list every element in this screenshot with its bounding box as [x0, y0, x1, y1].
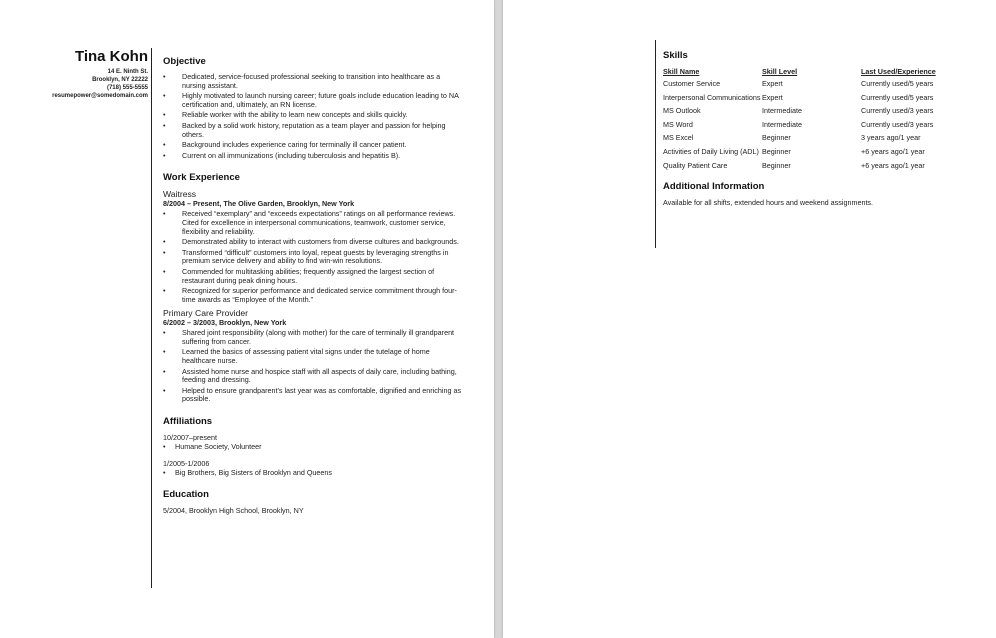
- skills-table: [663, 67, 953, 175]
- list-item: • Background includes experience caring for terminally ill cancer patient.: [163, 141, 463, 150]
- additional-info-text: Available for all shifts, extended hours and weekend assignments.: [663, 198, 874, 208]
- table-cell: Customer Service: [663, 79, 721, 88]
- affiliation-list: [163, 468, 463, 477]
- table-cell: Beginner: [762, 133, 791, 143]
- affiliation-date: 1/2005-1/2006: [163, 459, 210, 469]
- list-item: • Dedicated, service-focused professional seeking to transition into healthcare as a nursing assistant.: [163, 73, 463, 90]
- table-row: [663, 80, 953, 94]
- column-header: Skill Level: [762, 67, 798, 76]
- table-row: [663, 134, 953, 148]
- objective-list: [163, 73, 463, 160]
- table-cell: +6 years ago/1 year: [861, 160, 925, 170]
- job-title: Waitress: [163, 189, 197, 200]
- list-item: • Demonstrated ability to interact with customers from diverse cultures and backgrounds.: [163, 238, 463, 247]
- list-item: • Recognized for superior performance and dedicated service commitment through four-time awards as “Employee of the Month.”: [163, 287, 463, 304]
- table-cell: Currently used/3 years: [861, 106, 934, 116]
- table-cell: Intermediate: [762, 119, 802, 129]
- table-cell: Quality Patient Care: [663, 160, 728, 170]
- email-address: resumepower@somedomain.com: [52, 93, 148, 99]
- work-experience-heading: Work Experience: [163, 172, 240, 184]
- affiliation-list: [163, 442, 463, 451]
- education-entry: 5/2004, Brooklyn High School, Brooklyn, NY: [163, 506, 304, 516]
- list-item: • Helped to ensure grandparent's last year was as comfortable, dignified and enriching as possible.: [163, 387, 463, 404]
- list-item: • Commended for multitasking abilities; frequently assigned the largest section of restaurant during peak dining hours.: [163, 268, 463, 285]
- resume-page-1: [0, 0, 494, 638]
- column-header: Last Used/Experience: [861, 67, 936, 76]
- resume-content-2: [663, 50, 983, 207]
- vertical-divider: [655, 40, 656, 248]
- table-cell: Activities of Daily Living (ADL): [663, 146, 759, 156]
- list-item: • Big Brothers, Big Sisters of Brooklyn and Queens: [163, 468, 463, 477]
- skills-heading: Skills: [663, 50, 688, 61]
- list-item: • Received “exemplary” and “exceeds expectations” ratings on all performance reviews. Cited for excellence in interpersonal communications, teamwork, customer service, flexibility and reliability.: [163, 210, 463, 236]
- list-item: • Transformed “difficult” customers into loyal, repeat guests by leveraging strengths in premium service delivery and ability to find win-win resolutions.: [163, 249, 463, 266]
- table-cell: 3 years ago/1 year: [861, 133, 921, 143]
- table-cell: MS Word: [663, 119, 693, 129]
- job-duties-list: [163, 329, 463, 404]
- job-meta: 6/2002 – 3/2003, Brooklyn, New York: [163, 318, 287, 328]
- list-item: • Current on all immunizations (including tuberculosis and hepatitis B).: [163, 152, 463, 161]
- address-line-2: Brooklyn, NY 22222: [92, 77, 148, 83]
- table-cell: Interpersonal Communications: [663, 92, 761, 102]
- education-heading: Education: [163, 489, 209, 501]
- affiliation-date: 10/2007–present: [163, 433, 217, 443]
- additional-info-heading: Additional Information: [663, 181, 765, 193]
- table-cell: Intermediate: [762, 106, 802, 116]
- table-cell: MS Outlook: [663, 106, 701, 116]
- job-duties-list: [163, 210, 463, 304]
- table-row: [663, 121, 953, 135]
- list-item: • Humane Society, Volunteer: [163, 442, 463, 451]
- list-item: • Backed by a solid work history, reputation as a team player and passion for helping others.: [163, 122, 463, 139]
- list-item: • Reliable worker with the ability to learn new concepts and skills quickly.: [163, 111, 463, 120]
- table-cell: Currently used/5 years: [861, 79, 934, 88]
- table-cell: Expert: [762, 79, 783, 88]
- job-title: Primary Care Provider: [163, 308, 249, 319]
- table-cell: Expert: [762, 92, 783, 102]
- list-item: • Assisted home nurse and hospice staff with all aspects of daily care, including bathing, feeding and dressing.: [163, 368, 463, 385]
- resume-content: [163, 56, 463, 515]
- objective-heading: Objective: [163, 56, 206, 67]
- table-cell: Beginner: [762, 146, 791, 156]
- resume-page-2: [503, 0, 996, 638]
- list-item: • Learned the basics of assessing patient vital signs under the tutelage of home healthcare nurse.: [163, 348, 463, 365]
- table-row: [663, 94, 953, 108]
- table-cell: MS Excel: [663, 133, 694, 143]
- contact-block: [8, 48, 148, 100]
- table-row: [663, 107, 953, 121]
- table-cell: Currently used/3 years: [861, 119, 934, 129]
- table-row: [663, 162, 953, 176]
- affiliations-heading: Affiliations: [163, 416, 213, 428]
- list-item: • Highly motivated to launch nursing career; future goals include education leading to NA certification and, ultimately, an RN license.: [163, 92, 463, 109]
- table-cell: Currently used/5 years: [861, 92, 934, 102]
- list-item: • Shared joint responsibility (along with mother) for the care of terminally ill grandparent suffering from cancer.: [163, 329, 463, 346]
- address-line-1: 14 E. Ninth St.: [107, 69, 148, 75]
- column-header: Skill Name: [663, 67, 700, 76]
- table-cell: Beginner: [762, 160, 791, 170]
- job-meta: 8/2004 – Present, The Olive Garden, Brooklyn, New York: [163, 199, 355, 209]
- vertical-divider: [151, 48, 152, 588]
- table-cell: +6 years ago/1 year: [861, 146, 925, 156]
- phone-number: (718) 555-5555: [106, 85, 148, 91]
- table-row: [663, 148, 953, 162]
- candidate-name: Tina Kohn: [74, 48, 148, 65]
